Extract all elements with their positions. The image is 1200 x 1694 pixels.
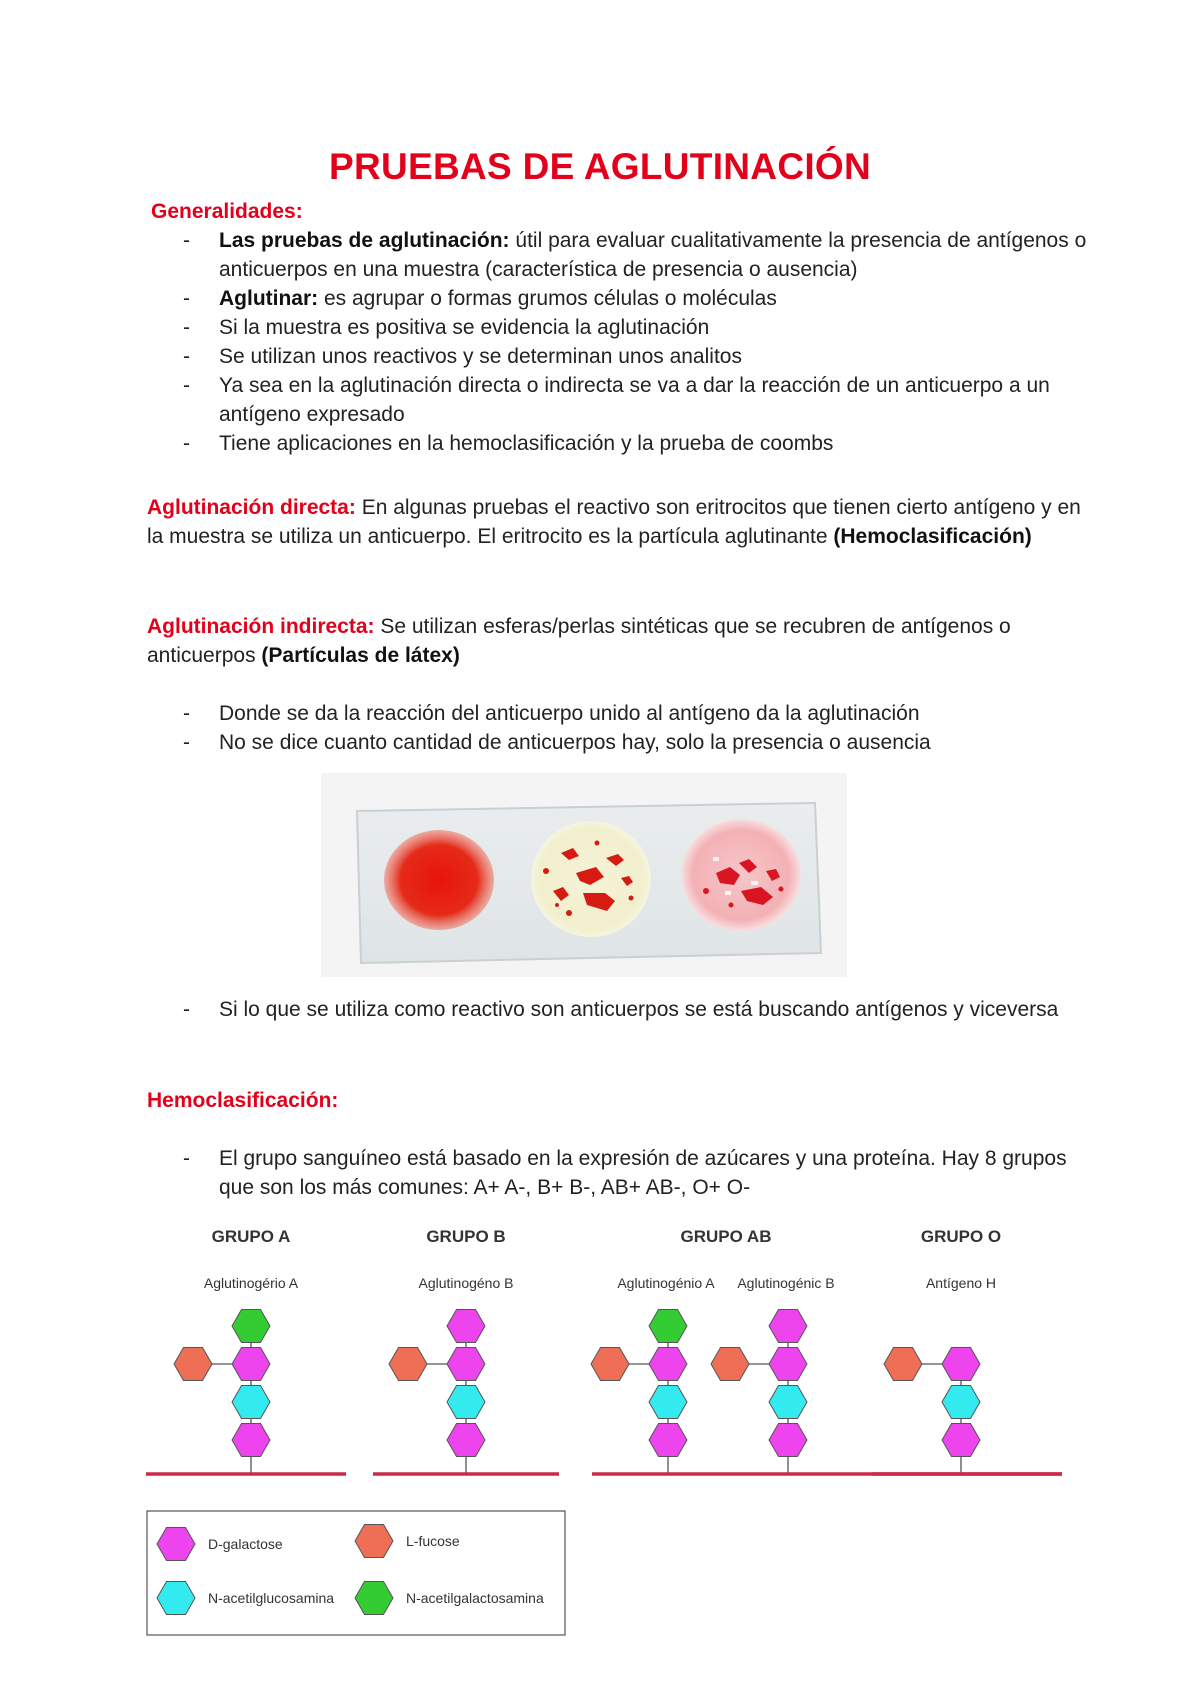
list-item: - Si la muestra es positiva se evidencia la aglutinación <box>183 316 710 339</box>
galactose-sugar <box>942 1348 980 1381</box>
galactose-sugar <box>232 1424 270 1457</box>
list-item: - El grupo sanguíneo está basado en la expresión de azúcares y una proteína. Hay 8 grupos que son los más comunes: A+ A-, B+ B-, AB+ AB-, O+ O- <box>183 1147 1067 1199</box>
galactosamine-sugar <box>232 1310 270 1343</box>
antigen-label: Aglutinogénio A <box>617 1275 715 1291</box>
legend-box <box>147 1511 565 1635</box>
fucose-sugar <box>884 1348 922 1381</box>
list-item: - Donde se da la reacción del anticuerpo unido al antígeno da la aglutinación <box>183 702 920 725</box>
glucosamine-sugar <box>447 1386 485 1419</box>
generalidades-list <box>147 226 1087 458</box>
glucosamine-sugar <box>649 1386 687 1419</box>
glucosamine-sugar <box>232 1386 270 1419</box>
group-title: GRUPO A <box>211 1227 291 1246</box>
galactosamine-sugar <box>649 1310 687 1343</box>
hemoclasificacion-heading: Hemoclasificación: <box>147 1089 339 1112</box>
glucosamine-sugar <box>942 1386 980 1419</box>
blood-group-diagram <box>146 1218 1066 1638</box>
list-item: - Aglutinar: es agrupar o formas grumos células o moléculas <box>183 287 777 310</box>
list-item: - Si lo que se utiliza como reactivo son anticuerpos se está buscando antígenos y viceversa <box>183 998 1059 1021</box>
group-title: GRUPO O <box>920 1227 1002 1246</box>
antigen-label: Aglutinogéno B <box>418 1275 514 1291</box>
legend-label: L-fucose <box>406 1533 460 1549</box>
galactose-sugar <box>649 1348 687 1381</box>
group-title: GRUPO B <box>426 1227 506 1246</box>
group-title: GRUPO AB <box>680 1227 772 1246</box>
after-photo-list <box>147 995 1087 1024</box>
legend-label: N-acetilglucosamina <box>208 1590 335 1606</box>
directa-paragraph: Aglutinación directa: En algunas pruebas el reactivo son eritrocitos que tienen cierto antígeno y en la muestra se utiliza un anticuerpo. El eritrocito es la partícula aglutinante (Hemoclasificación) <box>147 496 1081 548</box>
galactose-sugar <box>447 1424 485 1457</box>
galactose-sugar <box>769 1424 807 1457</box>
page-title: PRUEBAS DE AGLUTINACIÓN <box>328 146 872 187</box>
galactose-sugar <box>942 1424 980 1457</box>
fucose-sugar <box>389 1348 427 1381</box>
list-item: - Las pruebas de aglutinación: útil para evaluar cualitativamente la presencia de antígenos o anticuerpos en una muestra (característica de presencia o ausencia) <box>183 229 1087 281</box>
list-item: - No se dice cuanto cantidad de anticuerpos hay, solo la presencia o ausencia <box>183 731 931 754</box>
list-item: - Ya sea en la aglutinación directa o indirecta se va a dar la reacción de un anticuerpo a un antígeno expresado <box>183 374 1050 426</box>
agglutination-slide-photo <box>321 773 847 977</box>
legend-label: D-galactose <box>208 1536 283 1552</box>
galactose-sugar <box>769 1310 807 1343</box>
antigen-label: Aglutinogénic B <box>737 1275 835 1291</box>
galactose-sugar <box>232 1348 270 1381</box>
list-item: - Tiene aplicaciones en la hemoclasificación y la prueba de coombs <box>183 432 834 455</box>
generalidades-heading: Generalidades: <box>151 200 303 223</box>
galactose-sugar <box>769 1348 807 1381</box>
fucose-sugar <box>591 1348 629 1381</box>
indirecta-list <box>147 699 1087 757</box>
fucose-sugar <box>174 1348 212 1381</box>
glucosamine-sugar <box>769 1386 807 1419</box>
fucose-sugar <box>711 1348 749 1381</box>
list-item: - Se utilizan unos reactivos y se determinan unos analitos <box>183 345 742 368</box>
galactose-sugar <box>447 1348 485 1381</box>
galactose-sugar <box>447 1310 485 1343</box>
hemoclasificacion-list <box>147 1144 1087 1202</box>
galactose-sugar <box>649 1424 687 1457</box>
antigen-label: Aglutinogério A <box>203 1275 299 1291</box>
antigen-label: Antígeno H <box>925 1275 997 1291</box>
legend-label: N-acetilgalactosamina <box>406 1590 544 1606</box>
indirecta-paragraph: Aglutinación indirecta: Se utilizan esferas/perlas sintéticas que se recubren de antígenos o anticuerpos (Partículas de látex) <box>147 615 1011 667</box>
